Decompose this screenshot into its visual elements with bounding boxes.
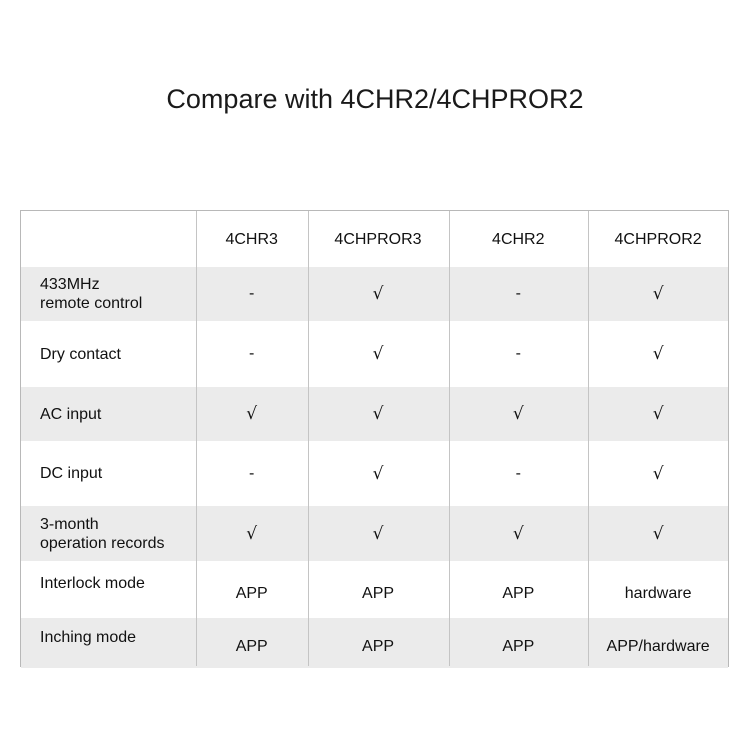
check-mark-icon: √ <box>372 284 384 304</box>
dash-cell: - <box>515 464 521 482</box>
column-divider <box>196 211 197 666</box>
check-mark-icon: √ <box>652 463 664 484</box>
check-mark-icon: √ <box>246 404 258 424</box>
table-row <box>21 618 728 668</box>
column-header: 4CHR2 <box>492 231 545 248</box>
dash-cell: - <box>515 345 521 362</box>
feature-label-line: 3-month <box>40 515 99 533</box>
value-cell: APP <box>502 584 535 602</box>
feature-label-line: Dry contact <box>40 345 121 363</box>
table-row <box>21 267 728 321</box>
feature-label-line: DC input <box>40 465 103 482</box>
check-mark-icon: √ <box>246 523 258 544</box>
feature-label-line: 433MHz <box>40 276 100 293</box>
table-row <box>21 321 728 387</box>
value-cell: APP <box>362 584 395 602</box>
check-mark-icon: √ <box>372 523 384 544</box>
feature-label-line: remote control <box>40 295 143 312</box>
check-mark-icon: √ <box>372 344 384 364</box>
header-empty-cell <box>21 211 196 267</box>
table-row <box>21 441 728 506</box>
check-mark-icon: √ <box>652 344 664 364</box>
dash-cell: - <box>249 345 255 362</box>
feature-label <box>21 506 196 561</box>
value-cell: APP <box>235 584 268 602</box>
comparison-table <box>20 210 729 667</box>
column-divider <box>308 211 309 666</box>
table-row <box>21 561 728 618</box>
check-mark-icon: √ <box>512 523 524 544</box>
feature-label <box>21 561 196 618</box>
dash-cell: - <box>249 285 255 302</box>
column-header: 4CHR3 <box>225 231 278 248</box>
value-cell: APP <box>502 638 535 655</box>
column-header: 4CHPROR2 <box>614 231 702 248</box>
value-cell: APP/hardware <box>606 638 710 655</box>
table-row <box>21 506 728 561</box>
dash-cell: - <box>515 285 521 302</box>
check-mark-icon: √ <box>652 523 664 544</box>
table-header-row <box>21 211 728 267</box>
check-mark-icon: √ <box>372 463 384 484</box>
table-row <box>21 387 728 441</box>
value-cell: APP <box>362 638 395 655</box>
feature-label-line: Inching mode <box>40 628 137 646</box>
feature-label-line: AC input <box>40 405 102 423</box>
feature-label-line: operation records <box>40 534 165 552</box>
check-mark-icon: √ <box>372 404 384 424</box>
column-divider <box>588 211 589 666</box>
feature-label <box>21 441 196 506</box>
feature-label <box>21 618 196 668</box>
column-header: 4CHPROR3 <box>334 231 422 248</box>
feature-label-line: Interlock mode <box>40 575 145 592</box>
value-cell: hardware <box>624 584 692 602</box>
page-title: Compare with 4CHR2/4CHPROR2 <box>166 84 584 114</box>
check-mark-icon: √ <box>652 284 664 304</box>
check-mark-icon: √ <box>512 404 524 424</box>
check-mark-icon: √ <box>652 404 664 424</box>
value-cell: APP <box>235 638 268 655</box>
column-divider <box>449 211 450 666</box>
feature-label <box>21 387 196 441</box>
dash-cell: - <box>249 464 255 482</box>
feature-label <box>21 321 196 387</box>
feature-label <box>21 267 196 321</box>
